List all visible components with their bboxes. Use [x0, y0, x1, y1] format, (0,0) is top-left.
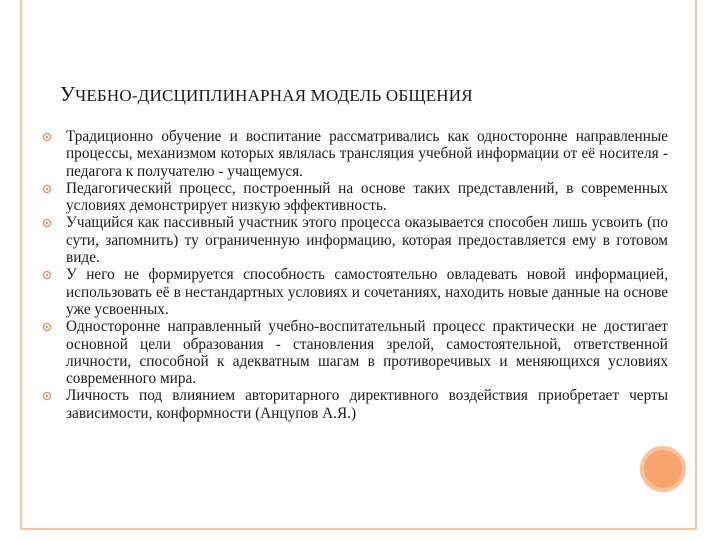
ring-bullet-icon [42, 218, 52, 228]
bullet-text: Личность под влиянием авторитарного директивного воздействия приобретает черты зависимости, конформности (Анцупов А.Я.) [66, 387, 668, 422]
bullet-item [36, 318, 668, 387]
slide-title-first-letter: У [60, 82, 76, 106]
bullet-list [36, 128, 668, 422]
slide-title-rest: ЧЕБНО-ДИСЦИПЛИНАРНАЯ МОДЕЛЬ ОБЩЕНИЯ [75, 86, 473, 105]
bullet-item [36, 387, 668, 422]
bullet-item [36, 214, 668, 266]
ring-bullet-icon [42, 132, 52, 142]
bullet-text: Односторонне направленный учебно-воспитательный процесс практически не достигает основной цели образования - становления зрелой, самостоятельной, ответственной личности, способной к адекватным шагам в противоречивых и меняющихся условиях современного мира. [66, 318, 668, 388]
slide-frame-top [20, 0, 697, 15]
decorative-circle [640, 446, 686, 492]
bullet-text: Педагогический процесс, построенный на основе таких представлений, в современных условиях демонстрирует низкую эффективность. [66, 179, 668, 215]
bullet-text: У него не формируется способность самостоятельно овладевать новой информацией, использовать её в нестандартных условиях и сочетаниях, находить новые данные на основе уже усвоенных. [66, 266, 668, 318]
bullet-text: Учащийся как пассивный участник этого процесса оказывается способен лишь усвоить (по сути, запомнить) ту ограниченную информацию, которая предоставляется ему в готовом виде. [66, 214, 668, 267]
ring-bullet-icon [42, 184, 52, 194]
bullet-item [36, 180, 668, 215]
ring-bullet-icon [42, 270, 52, 280]
bullet-item [36, 266, 668, 318]
bullet-item [36, 128, 668, 180]
bullet-text: Традиционно обучение и воспитание рассматривались как односторонне направленные процессы, механизмом которых являлась трансляция учебной информации от её носителя - педагога к получателю - учащемуся. [66, 128, 668, 180]
ring-bullet-icon [42, 322, 52, 332]
ring-bullet-icon [42, 391, 52, 401]
slide-title [60, 80, 660, 110]
